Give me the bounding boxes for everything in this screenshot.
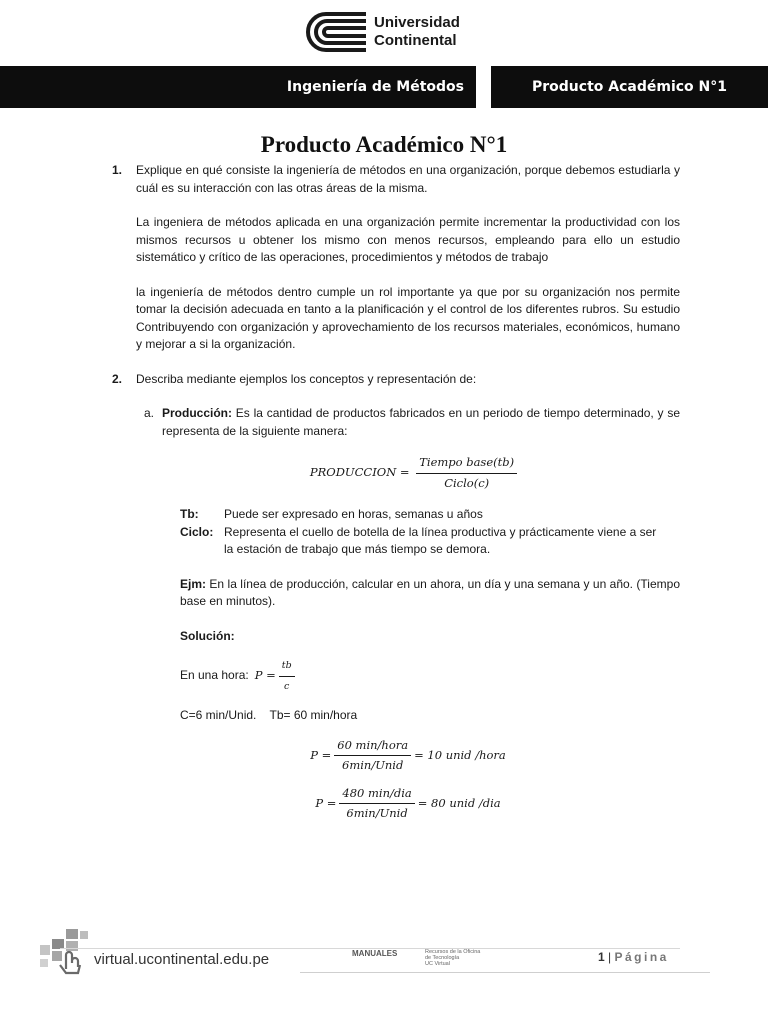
per-hour-formula — [180, 657, 680, 695]
page-title: Producto Académico N°1 — [260, 132, 508, 157]
question-2-text: Describa mediante ejemplos los conceptos y representación de: — [136, 371, 477, 386]
p-fraction — [279, 657, 295, 695]
footer-rule-bottom — [300, 972, 710, 973]
ciclo-term: Ciclo: — [180, 524, 214, 539]
tb-term: Tb: — [180, 507, 199, 521]
question-1-number: 1. — [112, 163, 123, 177]
formula-numerator: Tiempo base(tb) — [416, 454, 517, 474]
production-formula — [110, 454, 680, 492]
formula-denominator: Ciclo(c) — [444, 475, 490, 490]
eq1-numerator: 60 min/hora — [334, 737, 411, 757]
logo-line-1: Universidad — [374, 14, 460, 31]
question-2 — [110, 371, 680, 389]
question-2-number: 2. — [112, 371, 123, 386]
p-eq-label: P = — [254, 668, 276, 683]
definitions — [110, 506, 680, 725]
eq2-result: = 80 unid /dia — [417, 795, 501, 810]
page-number-value: 1 — [598, 950, 605, 964]
touch-icon — [38, 929, 90, 979]
example-term: Ejm: — [180, 576, 207, 591]
example-text — [180, 576, 680, 611]
p-numerator: tb — [279, 657, 295, 677]
manuales-subtitle: Recursos de la Oficina de Tecnología UC Virtual — [425, 949, 481, 967]
eq2-p: P = — [315, 795, 337, 810]
question-1-text: Explique en qué consiste la ingeniería de métodos en una organización, porque debemos estudiarla y cuál es su interacción con las otras áreas de la misma. — [136, 163, 680, 195]
item-a-text — [162, 405, 680, 440]
given-values: C=6 min/Unid. Tb= 60 min/hora — [180, 708, 358, 722]
ciclo-text-1: Representa el cuello de botella de la línea productiva y prácticamente viene a ser — [224, 524, 657, 539]
manuales-logo: MANUALES — [352, 949, 398, 958]
eq2-numerator: 480 min/dia — [339, 785, 414, 805]
university-logo — [306, 10, 476, 54]
item-a-letter: a. — [144, 406, 155, 420]
definition-ciclo — [180, 524, 680, 542]
answer-1-paragraph-2: la ingeniería de métodos dentro cumple un rol importante ya que por su organización nos permite tomar la decisión adecuada en tanto a la planificación y el control de los diferentes rubros. Su estudio Contribuyendo con organización y aprovechamiento de los recursos materiales, económicos, humano y mejorar a si la organización. — [136, 284, 680, 351]
product-title: Producto Académico N°1 — [532, 79, 727, 95]
eq1-p: P = — [310, 747, 332, 762]
answer-1-paragraph-1: La ingeniera de métodos aplicada en una organización permite incrementar la productividad con los mismos recursos u obtener los mismo con menos recursos, empleando para ello un estudio sistemático y crítico de las operaciones, procedimientos y métodos de trabajo — [136, 215, 680, 264]
formula-fraction — [416, 454, 517, 492]
tb-text: Puede ser expresado en horas, semanas u años — [224, 507, 483, 521]
item-a-definition: Es la cantidad de productos fabricados en un periodo de tiempo determinado, y se representa de la siguiente manera: — [162, 406, 680, 438]
continental-logo-icon — [306, 10, 368, 54]
equation-1 — [110, 737, 680, 775]
item-a-produccion — [110, 405, 680, 440]
course-band — [0, 66, 476, 108]
page-number: 1 | Página — [598, 950, 669, 964]
eq2-denominator: 6min/Unid — [346, 806, 408, 820]
eq1-denominator: 6min/Unid — [342, 758, 404, 772]
p-denominator: c — [284, 680, 290, 692]
page-label: Página — [614, 950, 669, 964]
per-hour-label: En una hora: — [180, 668, 249, 683]
definition-tb — [180, 506, 680, 524]
example-body: En la línea de producción, calcular en un ahora, un día y una semana y un año. (Tiempo base en minutos). — [180, 576, 680, 608]
formula-lhs: PRODUCCION = — [309, 465, 410, 479]
equation-2 — [110, 785, 680, 823]
ciclo-text-2: la estación de trabajo que más tiempo se demora. — [224, 542, 491, 556]
question-1 — [110, 162, 680, 354]
document-body — [110, 162, 680, 823]
solution-heading: Solución: — [180, 628, 235, 643]
page-footer — [0, 925, 768, 985]
eq2-fraction — [339, 785, 414, 823]
footer-site-url: virtual.ucontinental.edu.pe — [94, 951, 270, 968]
eq1-result: = 10 unid /hora — [414, 747, 506, 762]
logo-line-2: Continental — [374, 32, 457, 49]
eq1-fraction — [334, 737, 411, 775]
item-a-term: Producción: — [162, 406, 233, 420]
product-band — [491, 66, 768, 108]
course-title: Ingeniería de Métodos — [286, 79, 464, 95]
